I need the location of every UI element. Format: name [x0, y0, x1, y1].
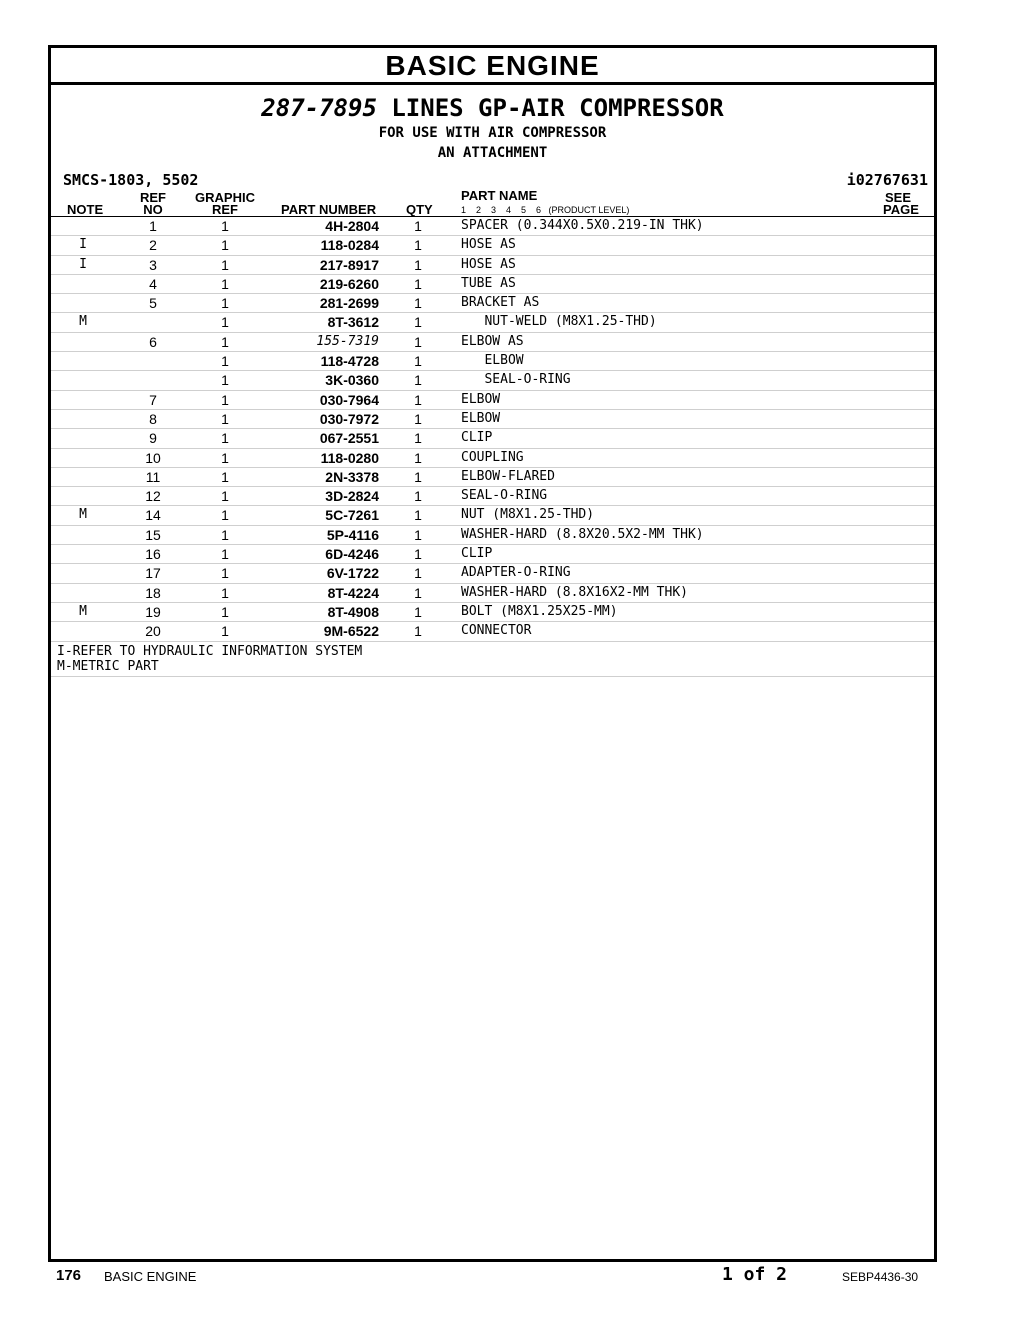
row-part-name: SPACER (0.344X0.5X0.219-IN THK)	[461, 218, 704, 233]
row-qty: 1	[414, 237, 422, 254]
row-qty: 1	[414, 410, 422, 427]
row-ref-no: 17	[145, 565, 161, 582]
row-ref-no: 1	[149, 218, 157, 234]
subtitle-line-2: AN ATTACHMENT	[437, 145, 548, 161]
row-part-name: NUT-WELD (M8X1.25-THD)	[461, 314, 657, 330]
table-row	[51, 545, 934, 564]
header-see-top: SEE	[884, 190, 911, 205]
row-note: I	[79, 237, 87, 253]
row-part-number: 8T-4908	[327, 603, 379, 620]
row-qty: 1	[414, 333, 422, 350]
row-part-name: CLIP	[461, 546, 493, 562]
table-row	[51, 564, 934, 583]
row-qty: 1	[414, 468, 422, 485]
group-number: 287-7895	[261, 94, 377, 122]
table-row	[51, 391, 934, 410]
note-line: M-METRIC PART	[57, 658, 159, 674]
table-row	[51, 275, 934, 294]
row-note: M	[79, 314, 87, 330]
table-row	[51, 294, 934, 313]
row-part-name: ELBOW	[461, 410, 501, 426]
page-number: 176	[56, 1267, 82, 1284]
row-part-number: 067-2551	[319, 430, 379, 447]
row-ref-no: 12	[145, 488, 161, 505]
table-row	[51, 333, 934, 352]
row-graphic-ref: 1	[221, 507, 229, 524]
notes-block	[51, 642, 934, 677]
table-row	[51, 584, 934, 603]
row-part-name: ADAPTER-O-RING	[461, 565, 571, 581]
table-row	[51, 449, 934, 468]
row-part-name: BOLT (M8X1.25X25-MM)	[461, 603, 618, 619]
row-qty: 1	[414, 391, 422, 408]
row-part-name: SEAL-O-RING	[461, 372, 571, 388]
row-part-number: 030-7972	[319, 410, 379, 427]
row-qty: 1	[414, 603, 422, 620]
row-graphic-ref: 1	[221, 468, 229, 485]
table-row	[51, 603, 934, 622]
row-part-name: HOSE AS	[461, 256, 516, 272]
header-graphic-top: GRAPHIC	[195, 190, 255, 205]
row-ref-no: 3	[149, 256, 157, 273]
row-qty: 1	[414, 353, 422, 370]
row-qty: 1	[414, 314, 422, 331]
row-part-name: WASHER-HARD (8.8X20.5X2-MM THK)	[461, 526, 704, 542]
row-graphic-ref: 1	[221, 237, 229, 254]
row-ref-no: 9	[149, 430, 157, 447]
row-part-number: 217-8917	[319, 256, 379, 273]
table-row	[51, 217, 934, 236]
row-graphic-ref: 1	[221, 256, 229, 273]
row-part-number: 2N-3378	[325, 468, 379, 485]
row-graphic-ref: 1	[221, 565, 229, 582]
row-part-number: 3K-0360	[325, 372, 379, 389]
column-headers	[51, 188, 934, 217]
section-title: BASIC ENGINE	[51, 48, 934, 85]
row-part-number: 9M-6522	[323, 623, 379, 640]
row-graphic-ref: 1	[221, 295, 229, 312]
row-part-number: 155-7319	[316, 333, 379, 349]
row-qty: 1	[414, 449, 422, 466]
row-qty: 1	[414, 507, 422, 524]
row-qty: 1	[414, 256, 422, 273]
row-note: M	[79, 603, 87, 619]
row-qty: 1	[414, 295, 422, 312]
row-qty: 1	[414, 275, 422, 292]
row-graphic-ref: 1	[221, 391, 229, 408]
row-graphic-ref: 1	[221, 546, 229, 563]
row-qty: 1	[414, 584, 422, 601]
parts-list	[51, 217, 934, 642]
row-part-number: 118-4728	[320, 353, 379, 370]
table-row	[51, 468, 934, 487]
row-qty: 1	[414, 526, 422, 543]
row-part-name: COUPLING	[461, 449, 524, 465]
header-part-name: PART NAME	[461, 188, 538, 203]
row-part-number: 4H-2804	[325, 218, 379, 234]
table-row	[51, 236, 934, 255]
table-row	[51, 506, 934, 525]
row-part-name: CLIP	[461, 430, 493, 446]
row-ref-no: 19	[145, 603, 161, 620]
table-row	[51, 313, 934, 332]
table-row	[51, 487, 934, 506]
row-ref-no: 18	[145, 584, 161, 601]
page-frame	[48, 45, 937, 1262]
row-qty: 1	[414, 430, 422, 447]
row-part-number: 5P-4116	[326, 526, 379, 543]
row-ref-no: 2	[149, 237, 157, 254]
header-ref-top: REF	[140, 190, 166, 205]
row-qty: 1	[414, 372, 422, 389]
row-part-name: ELBOW AS	[461, 333, 524, 349]
document-id: i02767631	[846, 171, 928, 189]
smcs-code: SMCS-1803, 5502	[63, 171, 199, 189]
row-part-number: 3D-2824	[325, 488, 379, 505]
subtitle-line-1: FOR USE WITH AIR COMPRESSOR	[378, 125, 607, 141]
row-part-number: 6V-1722	[326, 565, 379, 582]
row-ref-no: 6	[149, 333, 157, 350]
row-part-name: ELBOW	[461, 353, 524, 369]
table-row	[51, 526, 934, 545]
row-graphic-ref: 1	[221, 218, 229, 234]
row-part-number: 6D-4246	[325, 546, 379, 563]
row-ref-no: 14	[145, 507, 161, 524]
row-part-name: ELBOW-FLARED	[461, 468, 555, 484]
row-part-name: TUBE AS	[461, 275, 516, 291]
row-graphic-ref: 1	[221, 314, 229, 331]
row-part-name: HOSE AS	[461, 237, 516, 253]
page-footer	[0, 1266, 1020, 1290]
row-graphic-ref: 1	[221, 603, 229, 620]
row-graphic-ref: 1	[221, 372, 229, 389]
row-graphic-ref: 1	[221, 275, 229, 292]
row-ref-no: 10	[145, 449, 161, 466]
table-row	[51, 429, 934, 448]
row-part-name: CONNECTOR	[461, 623, 532, 639]
row-note: M	[79, 507, 87, 523]
row-graphic-ref: 1	[221, 623, 229, 640]
sheet-indicator: 1 of 2	[722, 1264, 788, 1285]
group-title	[51, 93, 934, 123]
footer-section-name: BASIC ENGINE	[104, 1269, 197, 1284]
header-part-number: PART NUMBER	[281, 202, 377, 217]
row-part-number: 5C-7261	[325, 507, 379, 524]
header-see-bottom: PAGE	[883, 202, 919, 217]
row-ref-no: 8	[149, 410, 157, 427]
row-part-name: SEAL-O-RING	[461, 488, 548, 504]
row-note: I	[79, 256, 87, 272]
row-graphic-ref: 1	[221, 333, 229, 350]
row-part-name: BRACKET AS	[461, 295, 540, 311]
row-graphic-ref: 1	[221, 584, 229, 601]
row-qty: 1	[414, 623, 422, 640]
row-graphic-ref: 1	[221, 353, 229, 370]
row-qty: 1	[414, 546, 422, 563]
row-part-number: 118-0284	[320, 237, 379, 254]
row-qty: 1	[414, 565, 422, 582]
header-qty: QTY	[406, 202, 433, 217]
document-number: SEBP4436-30	[842, 1270, 919, 1284]
row-part-number: 118-0280	[320, 449, 379, 466]
row-ref-no: 20	[145, 623, 161, 640]
row-part-name: NUT (M8X1.25-THD)	[461, 507, 595, 523]
row-ref-no: 11	[145, 468, 161, 485]
row-ref-no: 15	[145, 526, 161, 543]
header-ref-bottom: NO	[143, 202, 163, 217]
row-graphic-ref: 1	[221, 488, 229, 505]
row-ref-no: 5	[149, 295, 157, 312]
table-row	[51, 371, 934, 390]
note-line: I-REFER TO HYDRAULIC INFORMATION SYSTEM	[57, 643, 363, 659]
row-ref-no: 7	[149, 391, 157, 408]
row-part-number: 219-6260	[319, 275, 379, 292]
row-part-number: 8T-4224	[327, 584, 379, 601]
row-part-number: 8T-3612	[327, 314, 379, 331]
table-row	[51, 256, 934, 275]
row-graphic-ref: 1	[221, 430, 229, 447]
header-note: NOTE	[67, 202, 104, 217]
group-name: LINES GP-AIR COMPRESSOR	[391, 94, 724, 122]
header-product-levels: 1 2 3 4 5 6 (PRODUCT LEVEL)	[461, 205, 630, 215]
row-part-name: ELBOW	[461, 391, 501, 407]
table-row	[51, 622, 934, 641]
row-part-name: WASHER-HARD (8.8X16X2-MM THK)	[461, 584, 688, 600]
row-part-number: 281-2699	[319, 295, 379, 312]
table-row	[51, 410, 934, 429]
row-ref-no: 16	[145, 546, 161, 563]
header-graphic-bottom: REF	[212, 202, 238, 217]
table-row	[51, 352, 934, 371]
row-graphic-ref: 1	[221, 526, 229, 543]
row-graphic-ref: 1	[221, 410, 229, 427]
row-graphic-ref: 1	[221, 449, 229, 466]
row-ref-no: 4	[149, 275, 157, 292]
row-part-number: 030-7964	[319, 391, 379, 408]
row-qty: 1	[414, 218, 422, 234]
row-qty: 1	[414, 488, 422, 505]
